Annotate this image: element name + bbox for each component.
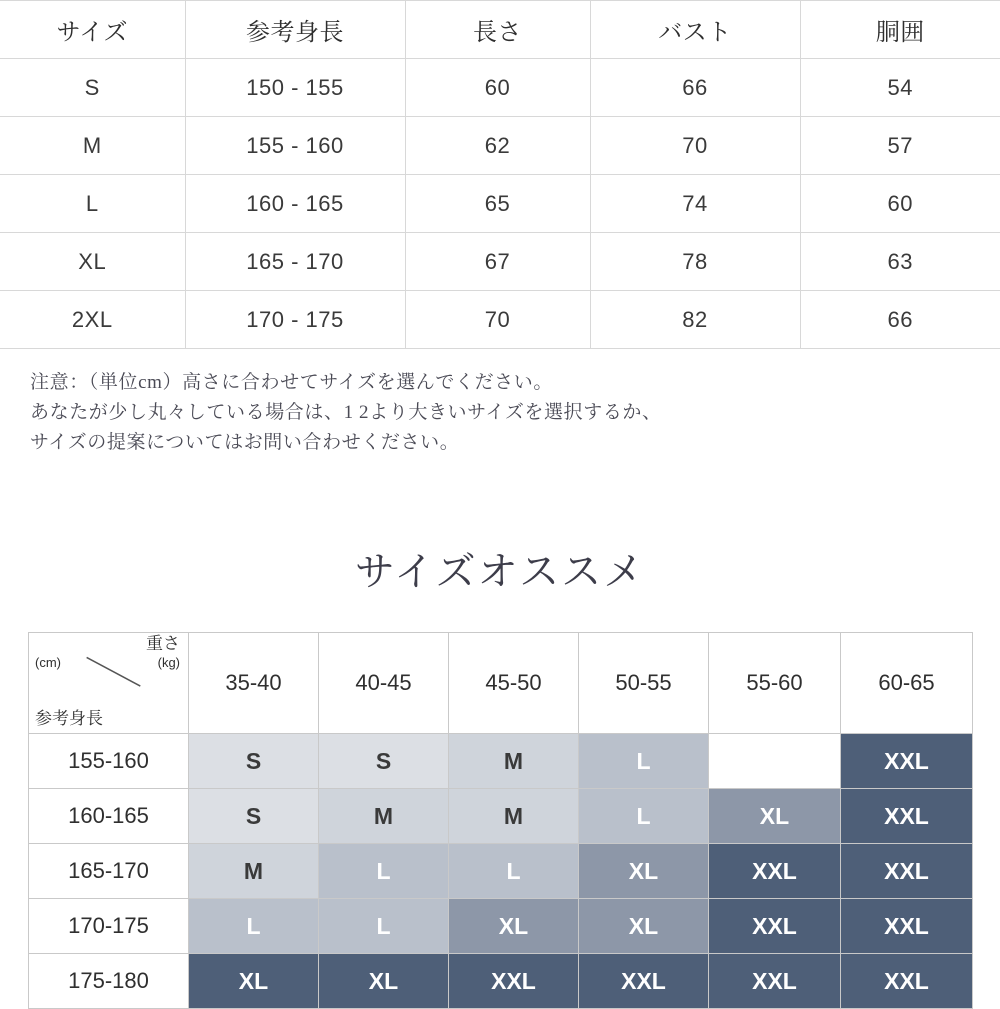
axis-unit-cm: (cm) <box>35 655 61 670</box>
table-row <box>0 291 1000 349</box>
size-recommendation-table <box>28 632 973 1009</box>
table-row <box>0 117 1000 175</box>
recommendation-row <box>29 844 973 899</box>
recommendation-cell: XXL <box>841 734 973 789</box>
recommendation-cell: XL <box>449 899 579 954</box>
cell-height: 150 - 155 <box>185 59 405 117</box>
recommendation-row <box>29 899 973 954</box>
weight-column-header: 55-60 <box>709 633 841 734</box>
recommendation-cell: XL <box>579 844 709 899</box>
column-header-size: サイズ <box>0 1 185 59</box>
table-row <box>0 233 1000 291</box>
cell-height: 170 - 175 <box>185 291 405 349</box>
height-row-header: 175-180 <box>29 954 189 1009</box>
cell-size: 2XL <box>0 291 185 349</box>
height-row-header: 165-170 <box>29 844 189 899</box>
cell-size: XL <box>0 233 185 291</box>
height-row-header: 160-165 <box>29 789 189 844</box>
weight-column-header: 35-40 <box>189 633 319 734</box>
table-header-row <box>0 1 1000 59</box>
recommendation-cell: XXL <box>449 954 579 1009</box>
height-row-header: 155-160 <box>29 734 189 789</box>
cell-length: 67 <box>405 233 590 291</box>
cell-bust: 66 <box>590 59 800 117</box>
note-line-1: 注意：（単位cm）高さに合わせてサイズを選んでください。 <box>30 372 553 393</box>
axis-corner-cell <box>29 633 189 734</box>
cell-length: 60 <box>405 59 590 117</box>
cell-length: 70 <box>405 291 590 349</box>
recommendation-cell: L <box>319 844 449 899</box>
recommendation-row <box>29 954 973 1009</box>
recommendation-cell: M <box>449 734 579 789</box>
column-header-height: 参考身長 <box>185 1 405 59</box>
table-row <box>0 59 1000 117</box>
recommendation-cell: S <box>189 734 319 789</box>
recommendation-cell: M <box>319 789 449 844</box>
cell-waist: 66 <box>800 291 1000 349</box>
table-row <box>0 175 1000 233</box>
cell-size: M <box>0 117 185 175</box>
weight-column-header: 45-50 <box>449 633 579 734</box>
column-header-length: 長さ <box>405 1 590 59</box>
recommendation-cell: S <box>189 789 319 844</box>
recommendation-header-row <box>29 633 973 734</box>
axis-label-weight: 重さ <box>146 634 180 653</box>
column-header-bust: バスト <box>590 1 800 59</box>
note-line-2: あなたが少し丸々している場合は、1 2より大きいサイズを選択するか、 <box>30 402 662 423</box>
recommendation-cell: XXL <box>841 844 973 899</box>
recommendation-cell: L <box>319 899 449 954</box>
cell-waist: 63 <box>800 233 1000 291</box>
page-title: サイズオススメ <box>354 550 646 594</box>
cell-size: S <box>0 59 185 117</box>
column-header-waist: 胴囲 <box>800 1 1000 59</box>
cell-waist: 60 <box>800 175 1000 233</box>
recommendation-cell: XL <box>319 954 449 1009</box>
recommendation-cell: L <box>449 844 579 899</box>
cell-length: 65 <box>405 175 590 233</box>
recommendation-cell: XXL <box>841 954 973 1009</box>
recommendation-cell: S <box>319 734 449 789</box>
recommendation-cell: XXL <box>709 899 841 954</box>
recommendation-cell: XXL <box>841 789 973 844</box>
recommendation-row <box>29 734 973 789</box>
cell-height: 155 - 160 <box>185 117 405 175</box>
weight-column-header: 60-65 <box>841 633 973 734</box>
recommendation-cell: XXL <box>709 844 841 899</box>
cell-waist: 54 <box>800 59 1000 117</box>
recommendation-cell: L <box>579 734 709 789</box>
weight-column-header: 40-45 <box>319 633 449 734</box>
height-row-header: 170-175 <box>29 899 189 954</box>
axis-label-height: 参考身長 <box>35 709 103 728</box>
cell-size: L <box>0 175 185 233</box>
recommendation-row <box>29 789 973 844</box>
recommendation-cell: L <box>579 789 709 844</box>
recommendation-cell: XL <box>709 789 841 844</box>
recommendation-cell: XL <box>709 734 841 789</box>
notes-block <box>30 368 970 458</box>
recommendation-cell: XXL <box>841 899 973 954</box>
cell-bust: 74 <box>590 175 800 233</box>
axis-unit-kg: (kg) <box>157 655 180 670</box>
cell-bust: 70 <box>590 117 800 175</box>
cell-height: 165 - 170 <box>185 233 405 291</box>
recommendation-cell: XL <box>189 954 319 1009</box>
weight-column-header: 50-55 <box>579 633 709 734</box>
size-recommendation-section <box>28 632 972 1009</box>
cell-bust: 78 <box>590 233 800 291</box>
recommendation-cell: XXL <box>579 954 709 1009</box>
note-line-3: サイズの提案についてはお問い合わせください。 <box>30 432 460 453</box>
cell-waist: 57 <box>800 117 1000 175</box>
cell-bust: 82 <box>590 291 800 349</box>
recommendation-cell: M <box>189 844 319 899</box>
size-chart-table <box>0 0 1000 349</box>
cell-height: 160 - 165 <box>185 175 405 233</box>
recommendation-cell: L <box>189 899 319 954</box>
recommendation-cell: XL <box>579 899 709 954</box>
recommendation-cell: M <box>449 789 579 844</box>
cell-length: 62 <box>405 117 590 175</box>
recommendation-cell: XXL <box>709 954 841 1009</box>
